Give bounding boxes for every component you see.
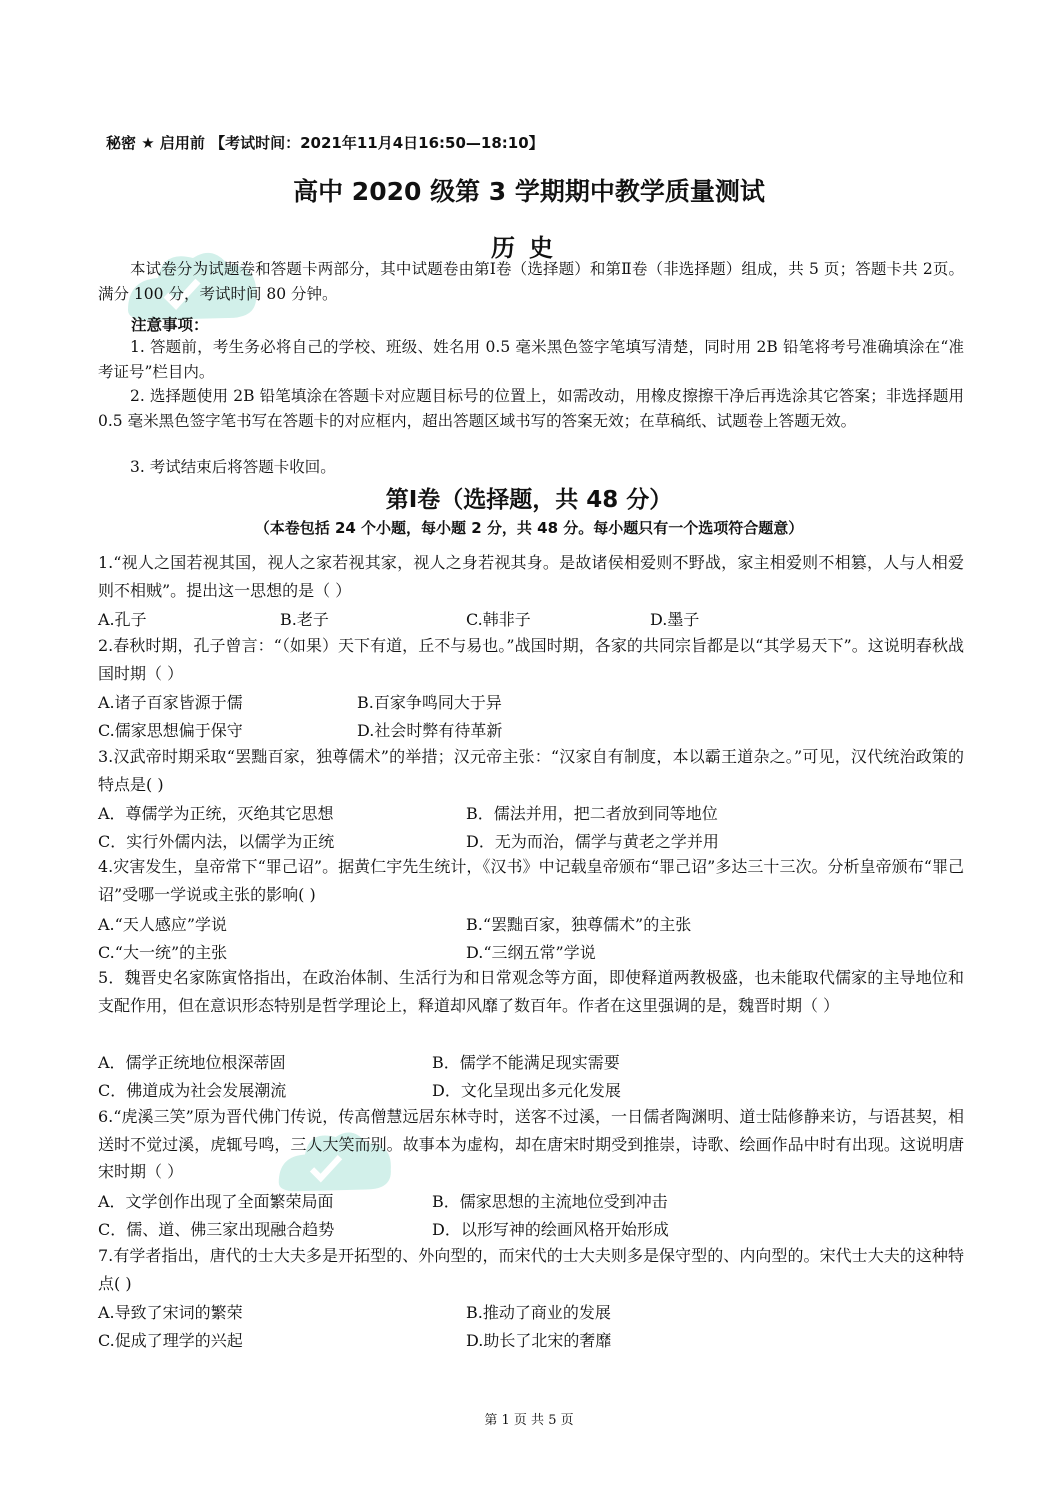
option: A.诸子百家皆源于儒: [98, 693, 243, 712]
option: A．尊儒学为正统，灭绝其它思想: [98, 804, 334, 823]
option: C．佛道成为社会发展潮流: [98, 1081, 287, 1100]
option: D.墨子: [650, 610, 700, 629]
question-stem: 2.春秋时期，孔子曾言：“（如果）天下有道，丘不与易也。”战国时期，各家的共同宗旨都是以“其学易天下”。这说明春秋战国时期（ ）: [98, 636, 964, 683]
note-item: 2. 选择题使用 2B 铅笔填涂在答题卡对应题目标号的位置上，如需改动，用橡皮擦擦干净后再选涂其它答案；非选择题用 0.5 毫米黑色签字笔书写在答题卡的对应框内，超出答题区域书写的答案无效；在草稿纸、试题卷上答题无效。: [98, 387, 964, 430]
subject-title: 历史: [491, 234, 567, 262]
option: B.推动了商业的发展: [466, 1303, 611, 1322]
question-stem: 5．魏晋史名家陈寅恪指出，在政治体制、生活行为和日常观念等方面，即使释道两教极盛，也未能取代儒家的主导地位和支配作用，但在意识形态特别是哲学理论上，释道却风靡了数百年。作者在这里强调的是，魏晋时期（ ）: [98, 968, 964, 1015]
page-footer: 第 1 页 共 5 页: [484, 1413, 574, 1428]
section-title: 第Ⅰ卷（选择题，共 48 分）: [385, 487, 673, 513]
question-stem: 1.“视人之国若视其国，视人之家若视其家，视人之身若视其身。是故诸侯相爱则不野战，家主相爱则不相篡，人与人相爱则不相贼”。提出这一思想的是（ ）: [98, 553, 964, 600]
option: C.促成了理学的兴起: [98, 1331, 243, 1350]
option: D．无为而治，儒学与黄老之学并用: [466, 832, 719, 851]
option: C.“大一统”的主张: [98, 943, 228, 962]
section-subtitle: （本卷包括 24 个小题，每小题 2 分，共 48 分。每小题只有一个选项符合题意）: [254, 519, 804, 537]
option: D.助长了北宋的奢靡: [466, 1331, 612, 1350]
option: B.“罢黜百家，独尊儒术”的主张: [466, 915, 692, 934]
option: C.儒家思想偏于保守: [98, 721, 243, 740]
exam-title: 高中 2020 级第 3 学期期中教学质量测试: [293, 177, 765, 206]
option: C．儒、道、佛三家出现融合趋势: [98, 1220, 335, 1239]
option: A.导致了宋词的繁荣: [98, 1303, 243, 1322]
question-stem: 3.汉武帝时期采取“罢黜百家，独尊儒术”的举措；汉元帝主张：“汉家自有制度，本以霸王道杂之。”可见，汉代统治政策的特点是( ): [98, 747, 964, 794]
option: C．实行外儒内法，以儒学为正统: [98, 832, 335, 851]
option: B．儒家思想的主流地位受到冲击: [432, 1192, 668, 1211]
notes-heading: 注意事项：: [131, 316, 209, 334]
question-stem: 4.灾害发生，皇帝常下“罪己诏”。据黄仁宇先生统计，《汉书》中记载皇帝颁布“罪己诏”多达三十三次。分析皇帝颁布“罪己诏”受哪一学说或主张的影响( ): [98, 857, 964, 904]
option: B．儒法并用，把二者放到同等地位: [466, 804, 718, 823]
option: A.孔子: [98, 610, 147, 629]
note-item: 1. 答题前，考生务必将自己的学校、班级、姓名用 0.5 毫米黑色签字笔填写清楚，同时用 2B 铅笔将考号准确填涂在“准考证号”栏目内。: [98, 338, 964, 381]
option: D.社会时弊有待革新: [357, 721, 503, 740]
question-stem: 6.“虎溪三笑”原为晋代佛门传说，传高僧慧远居东林寺时，送客不过溪，一日儒者陶渊明、道士陆修静来访，与语甚契，相送时不觉过溪，虎辄号鸣，三人大笑而别。故事本为虚构，却在唐宋时期受到推崇，诗歌、绘画作品中时有出现。这说明唐宋时期（ ）: [98, 1107, 964, 1181]
option: D．文化呈现出多元化发展: [432, 1081, 621, 1100]
option: D.“三纲五常”学说: [466, 943, 596, 962]
question-stem: 7.有学者指出，唐代的士大夫多是开拓型的、外向型的，而宋代的士大夫则多是保守型的、内向型的。宋代士大夫的这种特点( ): [98, 1246, 964, 1293]
option: A.“天人感应”学说: [98, 915, 228, 934]
option: D．以形写神的绘画风格开始形成: [432, 1220, 669, 1239]
note-item: 3. 考试结束后将答题卡收回。: [130, 458, 336, 476]
option: C.韩非子: [466, 610, 531, 629]
option: A．儒学正统地位根深蒂固: [98, 1053, 286, 1072]
option: A．文学创作出现了全面繁荣局面: [98, 1192, 334, 1211]
intro-paragraph: 本试卷分为试题卷和答题卡两部分，其中试题卷由第Ⅰ卷（选择题）和第Ⅱ卷（非选择题）组成，共 5 页；答题卡共 2页。满分 100 分，考试时间 80 分钟。: [98, 260, 964, 303]
option: B．儒学不能满足现实需要: [432, 1053, 620, 1072]
confidential-header: 秘密 ★ 启用前 【考试时间：2021年11月4日16:50—18:10】: [106, 134, 544, 152]
option: B.百家争鸣同大于异: [357, 693, 502, 712]
option: B.老子: [280, 610, 329, 629]
